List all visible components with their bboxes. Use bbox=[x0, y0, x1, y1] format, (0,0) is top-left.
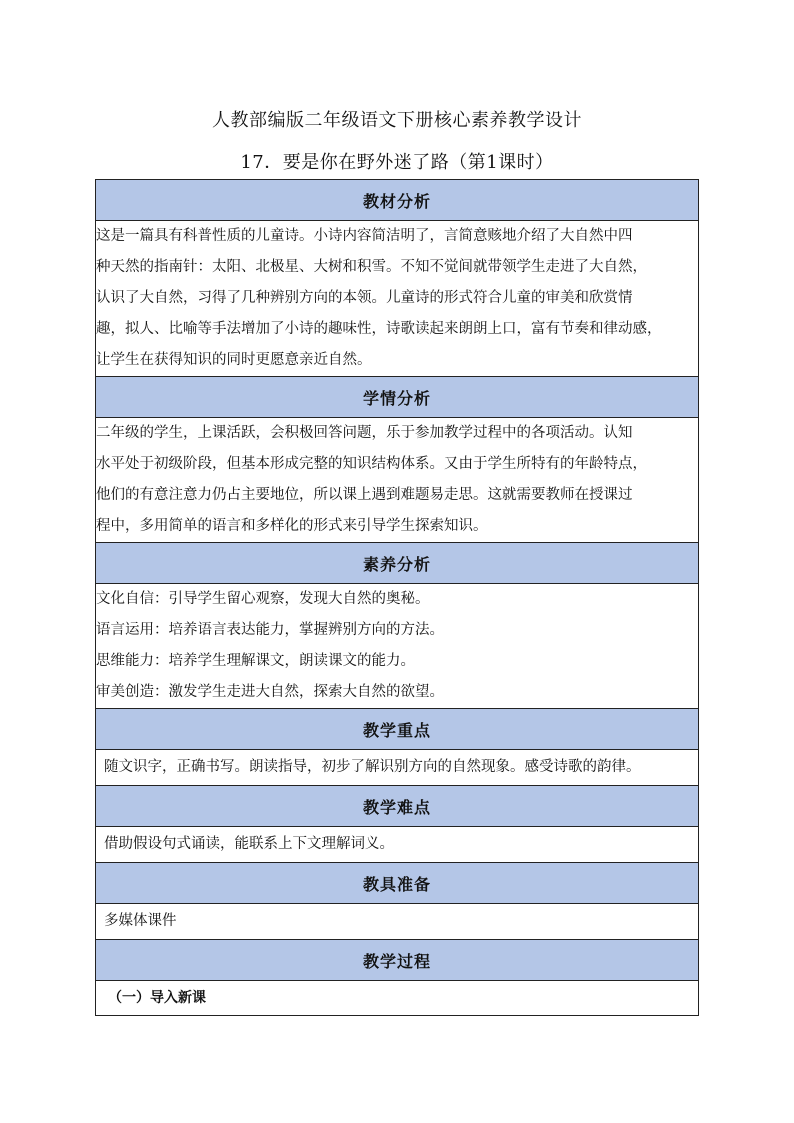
text-line: 这是一篇具有科普性质的儿童诗。小诗内容简洁明了，言简意赅地介绍了大自然中四 bbox=[96, 228, 633, 244]
text-line: 水平处于初级阶段，但基本形成完整的知识结构体系。又由于学生所特有的年龄特点， bbox=[96, 456, 647, 472]
materials-content bbox=[96, 904, 699, 940]
section-header-row bbox=[96, 709, 699, 750]
text-line: 多媒体课件 bbox=[104, 913, 177, 929]
section-body-row bbox=[96, 827, 699, 863]
textbook-analysis-content bbox=[96, 221, 699, 377]
section-body-row bbox=[96, 750, 699, 786]
difficulties-heading: 教学难点 bbox=[96, 786, 699, 827]
text-line: 借助假设句式诵读，能联系上下文理解词义。 bbox=[104, 836, 394, 852]
text-line: 语言运用：培养语言表达能力，掌握辨别方向的方法。 bbox=[96, 622, 444, 638]
difficulties-content bbox=[96, 827, 699, 863]
section-body-row bbox=[96, 904, 699, 940]
textbook-analysis-heading: 教材分析 bbox=[96, 180, 699, 221]
section-header-row bbox=[96, 377, 699, 418]
lesson-subtitle: 17．要是你在野外迷了路（第1课时） bbox=[240, 152, 554, 173]
text-line: 种天然的指南针：太阳、北极星、大树和积雪。不知不觉间就带领学生走进了大自然， bbox=[96, 259, 647, 275]
text-line: 思维能力：培养学生理解课文，朗读课文的能力。 bbox=[96, 653, 415, 669]
text-line: 让学生在获得知识的同时更愿意亲近自然。 bbox=[96, 352, 372, 368]
materials-heading: 教具准备 bbox=[96, 863, 699, 904]
section-header-row bbox=[96, 543, 699, 584]
text-line: 趣，拟人、比喻等手法增加了小诗的趣味性，诗歌读起来朗朗上口，富有节奏和律动感， bbox=[96, 321, 662, 337]
learner-analysis-heading: 学情分析 bbox=[96, 377, 699, 418]
section-body-row bbox=[96, 584, 699, 709]
section-body-row bbox=[96, 418, 699, 543]
literacy-analysis-content bbox=[96, 584, 699, 709]
section-body-row bbox=[96, 221, 699, 377]
process-step-title: （一）导入新课 bbox=[108, 990, 206, 1006]
literacy-analysis-heading: 素养分析 bbox=[96, 543, 699, 584]
text-line: 二年级的学生，上课活跃，会积极回答问题，乐于参加教学过程中的各项活动。认知 bbox=[96, 425, 633, 441]
process-content bbox=[96, 981, 699, 1016]
key-points-content bbox=[96, 750, 699, 786]
section-header-row bbox=[96, 940, 699, 981]
section-header-row bbox=[96, 863, 699, 904]
key-points-heading: 教学重点 bbox=[96, 709, 699, 750]
process-heading: 教学过程 bbox=[96, 940, 699, 981]
text-line: 随文识字，正确书写。朗读指导，初步了解识别方向的自然现象。感受诗歌的韵律。 bbox=[104, 759, 641, 775]
text-line: 他们的有意注意力仍占主要地位，所以课上遇到难题易走思。这就需要教师在授课过 bbox=[96, 487, 633, 503]
text-line: 审美创造：激发学生走进大自然，探索大自然的欲望。 bbox=[96, 684, 444, 700]
learner-analysis-content bbox=[96, 418, 699, 543]
text-line: 文化自信：引导学生留心观察，发现大自然的奥秘。 bbox=[96, 591, 430, 607]
document-title: 人教部编版二年级语文下册核心素养教学设计 bbox=[212, 110, 582, 131]
text-line: 认识了大自然，习得了几种辨别方向的本领。儿童诗的形式符合儿童的审美和欣赏情 bbox=[96, 290, 633, 306]
text-line: 程中，多用简单的语言和多样化的形式来引导学生探索知识。 bbox=[96, 518, 488, 534]
section-header-row bbox=[96, 180, 699, 221]
section-header-row bbox=[96, 786, 699, 827]
section-body-row bbox=[96, 981, 699, 1016]
lesson-plan-table bbox=[95, 179, 699, 1016]
